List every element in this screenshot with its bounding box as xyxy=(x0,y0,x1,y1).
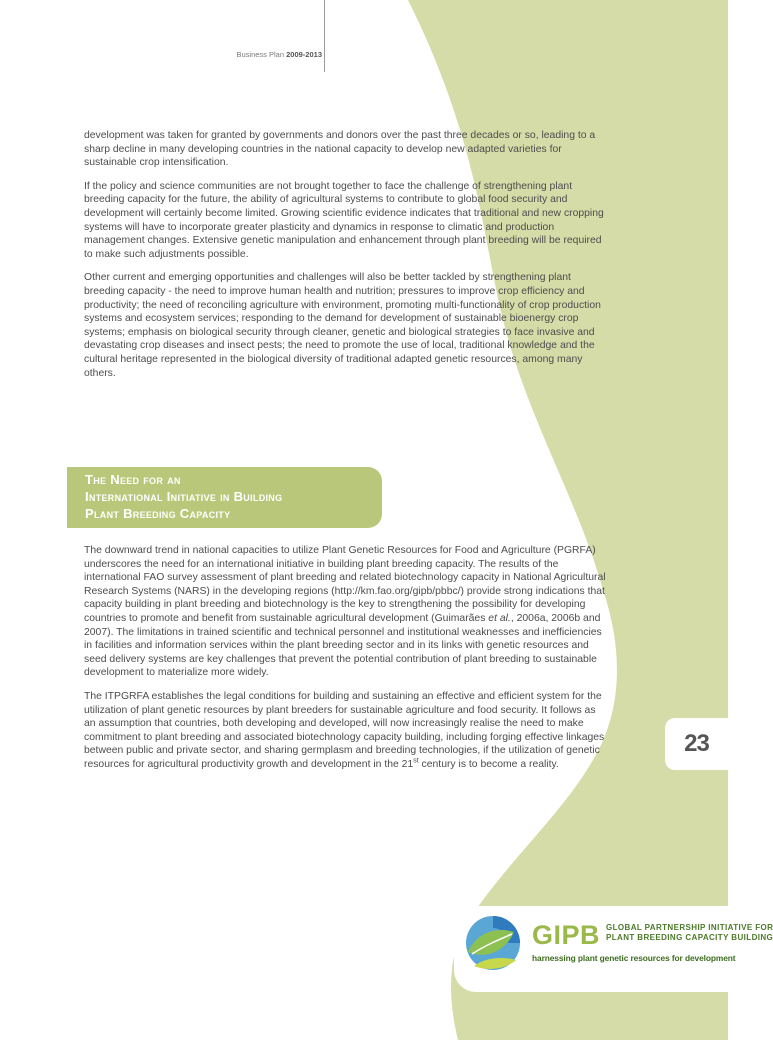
heading-line-2: International Initiative in Building xyxy=(85,489,283,504)
section-body-2 xyxy=(84,544,606,782)
logo-name-line-1: GLOBAL PARTNERSHIP INITIATIVE FOR xyxy=(606,923,773,932)
globe-leaf-icon xyxy=(464,914,522,972)
ordinal-superscript: st xyxy=(413,757,419,765)
logo-acronym: GIPB xyxy=(532,920,601,950)
page-number: 23 xyxy=(665,718,728,770)
section-heading xyxy=(67,467,382,528)
paragraph-text: century is to become a reality. xyxy=(418,758,559,770)
running-header xyxy=(0,50,322,59)
paragraph-text: , 2006a, 2006b and 2007). The limitations in trained scientific and technical personnel and institutional weaknesses and inefficiencies in facilities and information services within the plant breeding sector and in its links with genetic resources and seed delivery systems are key challenges that prevent the potential contribution of plant breeding to sustainable development to materialize more widely. xyxy=(84,612,602,679)
paragraph-text: The ITPGRFA establishes the legal conditions for building and sustaining an effective and efficient system for the utilization of plant genetic resources by plant breeders for sustainable agriculture and food security. It follows as an assumption that countries, both developing and developed, will now increasingly realise the need to make commitment to plant breeding and associated biotechnology capacity building, including forging effective linkages between public and private sector, and sharing germplasm and breeding technologies, if the utilization of genetic resources for agricultural productivity growth and development in the 21 xyxy=(84,690,605,770)
citation-italic: et al. xyxy=(488,612,511,624)
logo-name-line-2: PLANT BREEDING CAPACITY BUILDING xyxy=(606,932,773,942)
heading-line-3: Plant Breeding Capacity xyxy=(85,506,231,521)
gipb-logo xyxy=(454,906,773,992)
paragraph: Other current and emerging opportunities and challenges will also be better tackled by strengthening plant breeding capacity - the need to improve human health and nutrition; pressures to improve crop efficiency and productivity; the need of reconciling agriculture with environment, promoting multi-functionality of crop production systems and ecosystem services; responding to the demand for development of sustainable bioenergy crop systems; emphasis on biological security through cleaner, genetic and biological strategies to face invasive and devastating crop diseases and insect pests; the need to promote the use of local, traditional knowledge and the cultural heritage represented in the biological diversity of traditional adapted genetic resources, among many others. xyxy=(84,272,601,379)
section-body-1 xyxy=(84,129,606,390)
header-prefix: Business Plan xyxy=(236,50,285,59)
header-divider xyxy=(324,0,325,72)
logo-full-name xyxy=(606,923,773,942)
paragraph xyxy=(84,690,606,772)
paragraph: development was taken for granted by governments and donors over the past three decades or so, leading to a sharp decline in many developing countries in the national capacity to develop new adapted varieties for sustainable crop intensification. xyxy=(84,130,596,169)
paragraph-text: The downward trend in national capacities to utilize Plant Genetic Resources for Food and Agriculture (PGRFA) underscores the need for an international initiative in building plant breeding capacity. The results of the international FAO survey assessment of plant breeding and related biotechnology capacity in National Agricultural Research Systems (NARS) in the developing regions (http://km.fao.org/gipb/pbbc/) provide strong indications that capacity building in plant breeding and biotechnology is the key to strengthening the possibility for developing countries to promote and benefit from sustainable agricultural development (Guimarães xyxy=(84,545,606,624)
logo-tagline: harnessing plant genetic resources for development xyxy=(532,953,736,963)
paragraph xyxy=(84,544,606,680)
header-years: 2009-2013 xyxy=(286,50,322,59)
heading-line-1: The Need for an xyxy=(85,472,181,487)
paragraph: If the policy and science communities are not brought together to face the challenge of strengthening plant breeding capacity for the future, the ability of agricultural systems to contribute to global food security and development will certainly become limited. Growing scientific evidence indicates that traditional and new cropping systems will have to incorporate greater plasticity and dynamics in response to climatic and production management changes. Extensive genetic manipulation and enhancement through plant breeding will be required to make such adjustments possible. xyxy=(84,180,604,260)
